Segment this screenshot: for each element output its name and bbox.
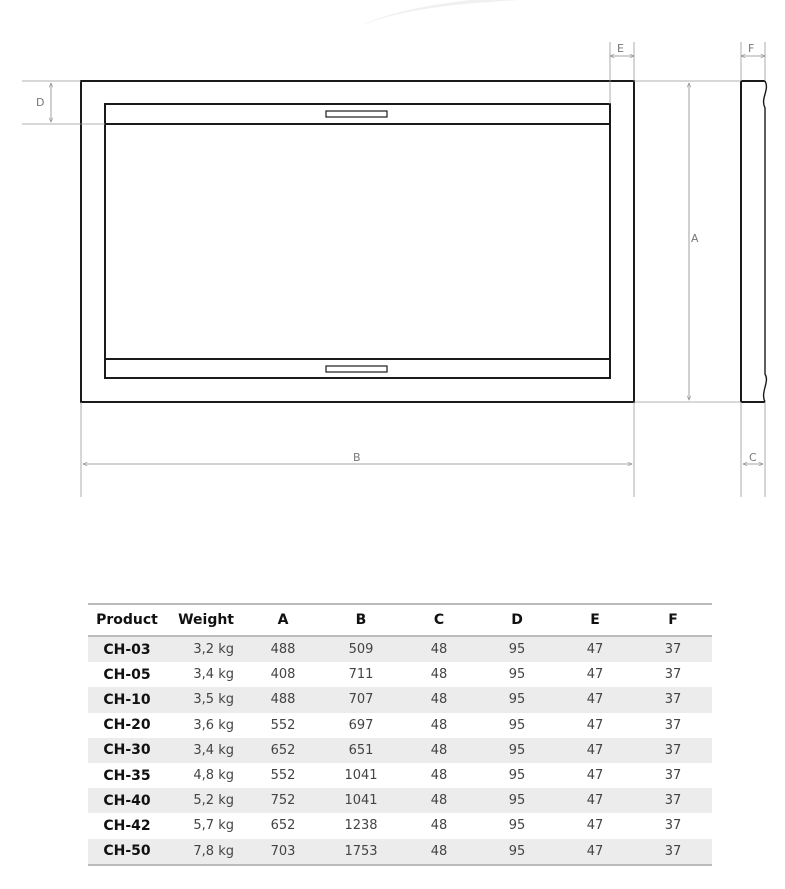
label-f: F <box>748 42 755 55</box>
cell-f: 37 <box>664 768 682 784</box>
table-row <box>88 713 712 738</box>
table-row <box>88 687 712 712</box>
table-row <box>88 636 712 662</box>
cell-c: 48 <box>430 818 448 834</box>
label-a: A <box>691 232 699 245</box>
table-body <box>88 636 712 865</box>
table-row <box>88 813 712 838</box>
cell-c: 48 <box>400 636 478 662</box>
cell-a: 408 <box>270 667 296 683</box>
cell-product: CH-30 <box>88 738 166 763</box>
cell-a: 652 <box>244 738 322 763</box>
cell-weight: 7,8 kg <box>166 839 244 865</box>
cell-a: 552 <box>270 717 296 733</box>
cell-weight: 3,4 kg <box>193 667 234 683</box>
table-header-row <box>88 604 712 636</box>
dimension-d <box>22 81 105 124</box>
cell-e: 47 <box>556 636 634 662</box>
header-f: F <box>634 604 712 636</box>
dimension-f <box>741 42 765 81</box>
cell-a: 752 <box>244 788 322 813</box>
cell-e: 47 <box>556 788 634 813</box>
cell-c: 48 <box>430 717 448 733</box>
cell-a: 488 <box>244 687 322 712</box>
cell-d: 95 <box>478 839 556 865</box>
cell-c: 48 <box>400 738 478 763</box>
table-row <box>88 788 712 813</box>
header-b: B <box>322 604 400 636</box>
cell-a: 652 <box>270 818 296 834</box>
table-row <box>88 839 712 865</box>
label-d: D <box>36 96 45 109</box>
cell-weight: 3,4 kg <box>166 738 244 763</box>
cell-c: 48 <box>400 788 478 813</box>
table-row <box>88 738 712 763</box>
bottom-handle <box>326 366 387 372</box>
cell-d: 95 <box>508 667 526 683</box>
cell-e: 47 <box>586 818 604 834</box>
label-e: E <box>617 42 624 55</box>
cell-f: 37 <box>634 687 712 712</box>
cell-e: 47 <box>586 667 604 683</box>
dimension-b <box>81 402 634 497</box>
cell-f: 37 <box>634 636 712 662</box>
cell-b: 509 <box>322 636 400 662</box>
cell-c: 48 <box>430 667 448 683</box>
cell-f: 37 <box>634 738 712 763</box>
header-d: D <box>478 604 556 636</box>
cell-d: 95 <box>478 738 556 763</box>
cell-b: 707 <box>322 687 400 712</box>
cell-weight: 3,5 kg <box>166 687 244 712</box>
label-b: B <box>353 451 361 464</box>
header-product: Product <box>88 604 166 636</box>
cell-weight: 5,7 kg <box>193 818 234 834</box>
dimension-e <box>610 42 634 104</box>
cell-d: 95 <box>508 768 526 784</box>
cell-c: 48 <box>400 687 478 712</box>
cell-d: 95 <box>478 687 556 712</box>
cell-e: 47 <box>586 717 604 733</box>
dimension-c <box>741 402 765 497</box>
cell-d: 95 <box>508 717 526 733</box>
cell-product: CH-05 <box>103 666 151 683</box>
cell-b: 1041 <box>344 768 378 784</box>
cell-b: 1041 <box>322 788 400 813</box>
table-row <box>88 662 712 687</box>
cell-c: 48 <box>400 839 478 865</box>
cell-d: 95 <box>478 636 556 662</box>
cell-d: 95 <box>478 788 556 813</box>
cell-d: 95 <box>508 818 526 834</box>
cell-product: CH-35 <box>103 767 151 784</box>
cell-a: 488 <box>244 636 322 662</box>
cell-product: CH-03 <box>88 636 166 662</box>
outer-frame <box>81 81 634 402</box>
header-c: C <box>400 604 478 636</box>
cell-f: 37 <box>664 717 682 733</box>
cell-f: 37 <box>664 818 682 834</box>
side-view <box>741 81 766 402</box>
cell-e: 47 <box>556 687 634 712</box>
cell-a: 703 <box>244 839 322 865</box>
label-c: C <box>749 451 757 464</box>
watermark-swoosh <box>360 0 520 26</box>
cell-weight: 5,2 kg <box>166 788 244 813</box>
cell-c: 48 <box>430 768 448 784</box>
specifications-table <box>88 603 712 866</box>
cell-b: 1753 <box>322 839 400 865</box>
cell-e: 47 <box>556 738 634 763</box>
header-a: A <box>244 604 322 636</box>
cell-weight: 3,6 kg <box>193 717 234 733</box>
top-handle <box>326 111 387 117</box>
cell-f: 37 <box>634 839 712 865</box>
cell-b: 651 <box>322 738 400 763</box>
cell-f: 37 <box>634 788 712 813</box>
cell-a: 552 <box>270 768 296 784</box>
cell-e: 47 <box>556 839 634 865</box>
front-view <box>81 81 634 402</box>
cell-product: CH-50 <box>88 839 166 865</box>
cell-weight: 3,2 kg <box>166 636 244 662</box>
header-e: E <box>556 604 634 636</box>
cell-product: CH-42 <box>103 817 151 834</box>
cell-b: 697 <box>348 717 374 733</box>
cell-product: CH-10 <box>88 687 166 712</box>
inner-frame <box>105 104 610 378</box>
cell-e: 47 <box>586 768 604 784</box>
cell-b: 711 <box>348 667 374 683</box>
cell-f: 37 <box>664 667 682 683</box>
cell-product: CH-20 <box>103 717 151 734</box>
cell-b: 1238 <box>344 818 378 834</box>
header-weight: Weight <box>166 604 244 636</box>
table-row <box>88 763 712 788</box>
cell-product: CH-40 <box>88 788 166 813</box>
cell-weight: 4,8 kg <box>193 768 234 784</box>
dimension-a <box>634 81 741 402</box>
